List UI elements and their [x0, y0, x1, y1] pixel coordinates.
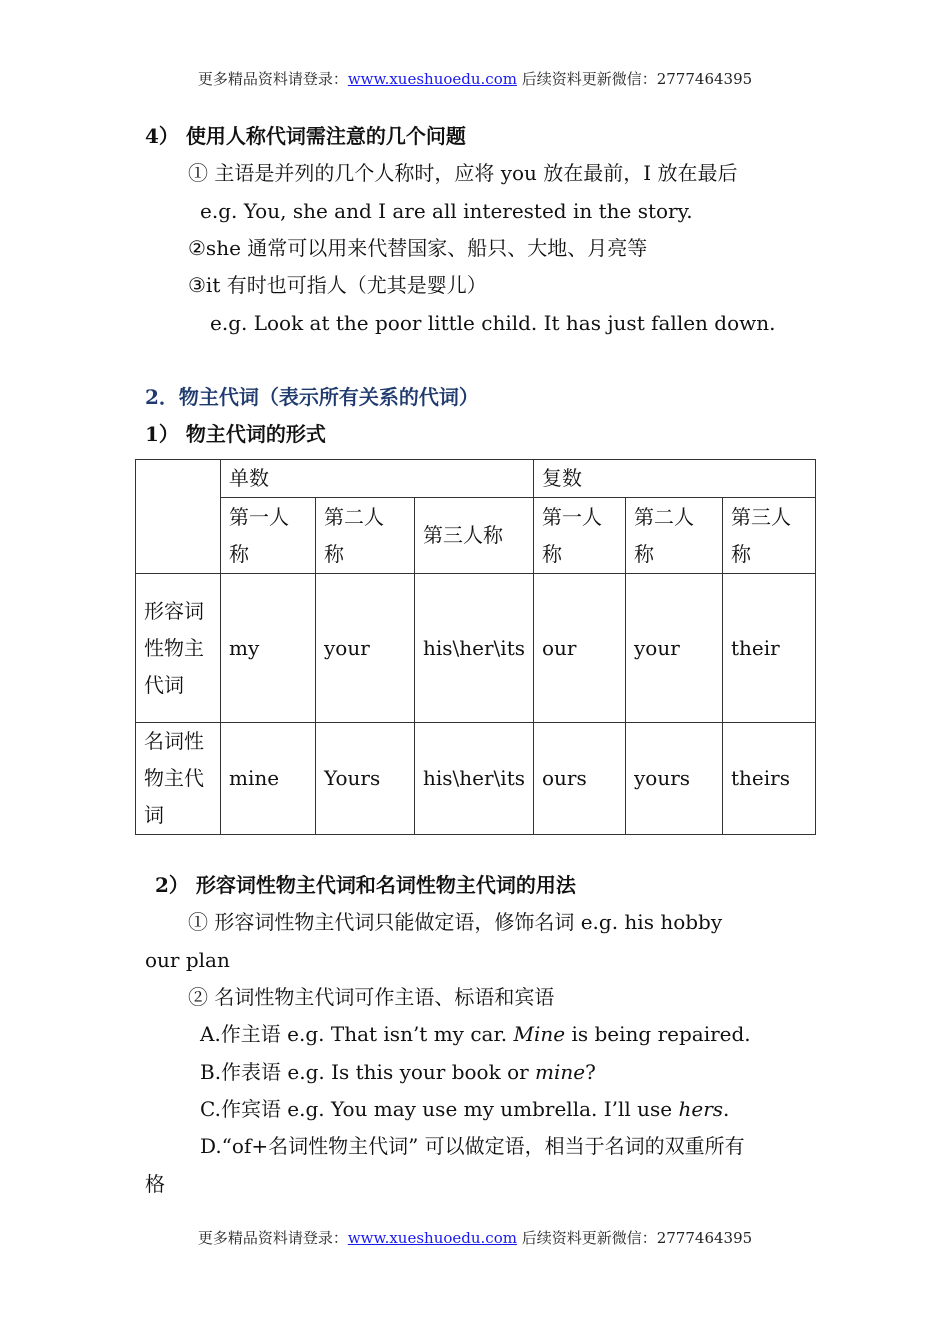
usage-a: A.作主语 e.g. That isn’t my car. Mine is being repaired.	[200, 1022, 751, 1046]
person-cell: 第二人称	[316, 498, 415, 574]
table-person-row	[136, 498, 816, 574]
usage-item-1: ① 形容词性物主代词只能做定语，修饰名词 e.g. his hobby	[188, 910, 723, 934]
singular-header: 单数	[221, 460, 534, 498]
note-item-3-example: e.g. Look at the poor little child. It has just fallen down.	[210, 311, 776, 335]
plural-header: 复数	[534, 460, 816, 498]
page-header	[0, 68, 950, 89]
footer-suffix: 后续资料更新微信：2777464395	[516, 1229, 753, 1247]
usage-item-2: ② 名词性物主代词可作主语、标语和宾语	[188, 985, 555, 1009]
footer-link[interactable]: www.xueshuoedu.com	[347, 1229, 517, 1247]
person-cell: 第三人称	[415, 498, 534, 574]
person-cell: 第一人称	[221, 498, 316, 574]
table-cell: his\her\its	[415, 723, 534, 835]
table-cell: their	[723, 574, 816, 723]
usage-d-continued: 格	[145, 1172, 165, 1196]
subsection-1-heading: 1） 物主代词的形式	[145, 422, 326, 446]
possessive-pronoun-table	[135, 459, 816, 835]
header-suffix: 后续资料更新微信：2777464395	[516, 70, 753, 88]
usage-b-emphasis: mine	[535, 1060, 586, 1084]
table-cell: your	[316, 574, 415, 723]
table-cell: mine	[221, 723, 316, 835]
person-cell: 第三人称	[723, 498, 816, 574]
table-cell: Yours	[316, 723, 415, 835]
table-cell: your	[626, 574, 723, 723]
table-row	[136, 574, 816, 723]
person-cell: 第二人称	[626, 498, 723, 574]
table-cell: ours	[534, 723, 626, 835]
table-corner-cell	[136, 460, 221, 574]
table-cell: yours	[626, 723, 723, 835]
person-cell: 第一人称	[534, 498, 626, 574]
subsection-2-heading: 2） 形容词性物主代词和名词性物主代词的用法	[155, 873, 576, 897]
table-cell: our	[534, 574, 626, 723]
usage-c-emphasis: hers	[678, 1097, 724, 1121]
note-item-3: ③it 有时也可指人（尤其是婴儿）	[188, 273, 487, 297]
usage-item-1-continued: our plan	[145, 948, 230, 972]
header-prefix: 更多精品资料请登录：	[197, 70, 348, 88]
row-label: 形容词性物主代词	[136, 574, 221, 723]
section-4-heading: 4） 使用人称代词需注意的几个问题	[145, 124, 466, 148]
table-cell: theirs	[723, 723, 816, 835]
usage-c: C.作宾语 e.g. You may use my umbrella. I’ll use hers.	[200, 1097, 730, 1121]
note-item-1-example: e.g. You, she and I are all interested in the story.	[200, 199, 693, 223]
note-item-2: ②she 通常可以用来代替国家、船只、大地、月亮等	[188, 236, 648, 260]
usage-a-emphasis: Mine	[513, 1022, 566, 1046]
table-cell: his\her\its	[415, 574, 534, 723]
usage-b: B.作表语 e.g. Is this your book or mine?	[200, 1060, 596, 1084]
footer-prefix: 更多精品资料请登录：	[197, 1229, 348, 1247]
note-item-1: ① 主语是并列的几个人称时，应将 you 放在最前，I 放在最后	[188, 161, 738, 185]
table-row	[136, 723, 816, 835]
row-label: 名词性物主代词	[136, 723, 221, 835]
table-cell: my	[221, 574, 316, 723]
table-header-row	[136, 460, 816, 498]
usage-d: D.“of+名词性物主代词” 可以做定语，相当于名词的双重所有	[200, 1134, 745, 1158]
header-link[interactable]: www.xueshuoedu.com	[347, 70, 517, 88]
page-footer	[0, 1227, 950, 1248]
section-2-heading: 2．物主代词（表示所有关系的代词）	[145, 385, 479, 409]
